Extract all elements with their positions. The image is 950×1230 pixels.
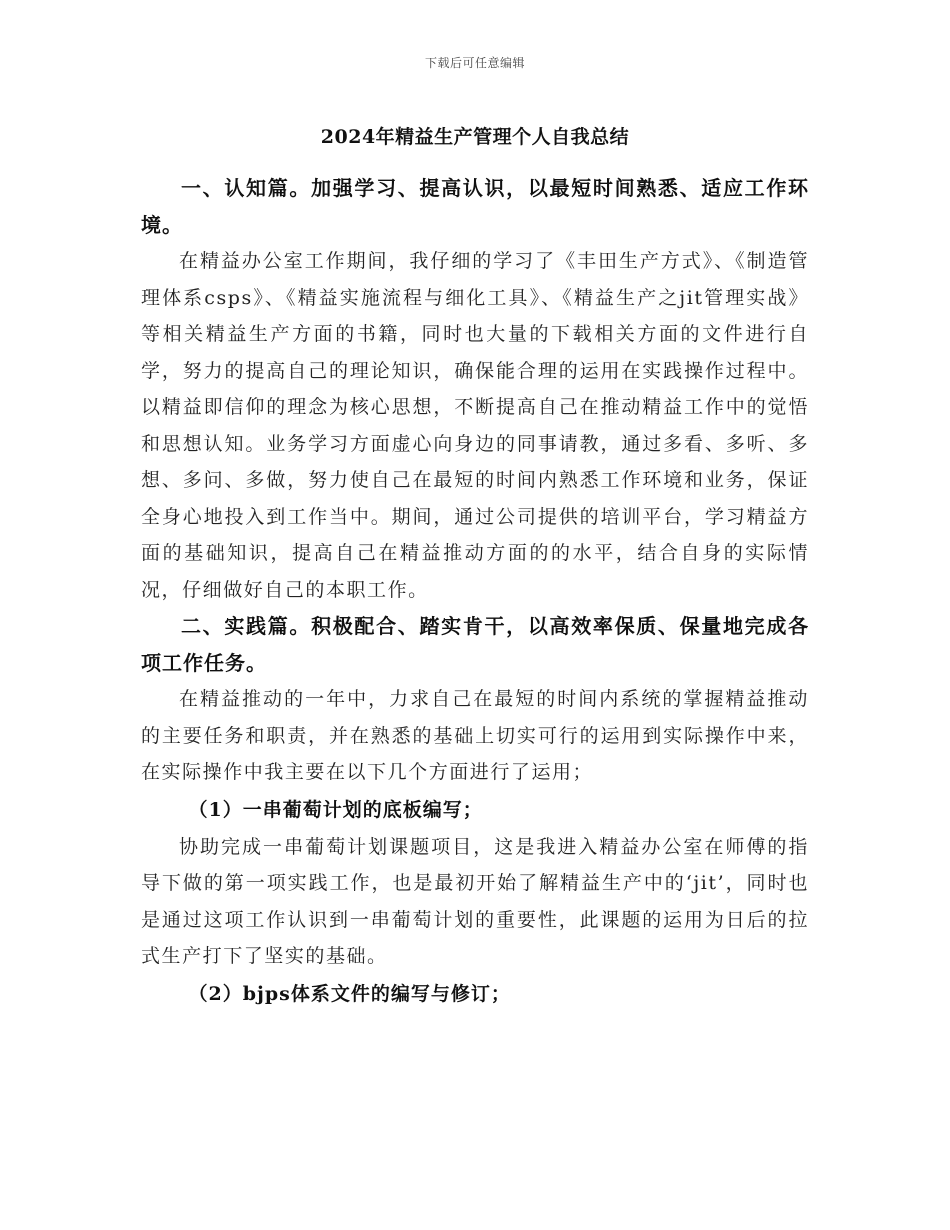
subheading-bjps-docs: （2）bjps体系文件的编写与修订； bbox=[188, 982, 511, 1005]
header-note: 下载后可任意编辑 bbox=[424, 56, 525, 70]
section-paragraph-cognition: 在精益办公室工作期间，我仔细的学习了《丰田生产方式》、《制造管理体系csps》、《精益实施流程与细化工具》、《精益生产之jit管理实战》等相关精益生产方面的书籍，同时也大量的下载相关方面的文件进行自学，努力的提高自己的理论知识，确保能合理的运用在实践操作过程中。以精益即信仰的理念为核心思想，不断提高自己在推动精益工作中的觉悟和思想认知。业务学习方面虚心向身边的同事请教，通过多看、多听、多想、多问、多做，努力使自己在最短的时间内熟悉工作环境和业务，保证全身心地投入到工作当中。期间，通过公司提供的培训平台，学习精益方面的基础知识，提高自己在精益推动方面的的水平，结合自身的实际情况，仔细做好自己的本职工作。 bbox=[141, 250, 809, 601]
document-body bbox=[141, 118, 809, 1013]
subheading-grape-plan: （1）一串葡萄计划的底板编写； bbox=[188, 798, 483, 821]
section-heading-cognition: 一、认知篇。加强学习、提高认识，以最短时间熟悉、适应工作环境。 bbox=[141, 176, 809, 237]
section-heading-practice: 二、实践篇。积极配合、踏实肯干，以高效率保质、保量地完成各项工作任务。 bbox=[141, 614, 809, 675]
section-paragraph-practice: 在精益推动的一年中，力求自己在最短的时间内系统的掌握精益推动的主要任务和职责，并在熟悉的基础上切实可行的运用到实际操作中来，在实际操作中我主要在以下几个方面进行了运用； bbox=[141, 688, 809, 783]
paragraph-grape-plan: 协助完成一串葡萄计划课题项目，这是我进入精益办公室在师傅的指导下做的第一项实践工作，也是最初开始了解精益生产中的‘jit’，同时也是通过这项工作认识到一串葡萄计划的重要性，此课题的运用为日后的拉式生产打下了坚实的基础。 bbox=[141, 835, 809, 967]
document-title: 2024年精益生产管理个人自我总结 bbox=[320, 126, 630, 148]
